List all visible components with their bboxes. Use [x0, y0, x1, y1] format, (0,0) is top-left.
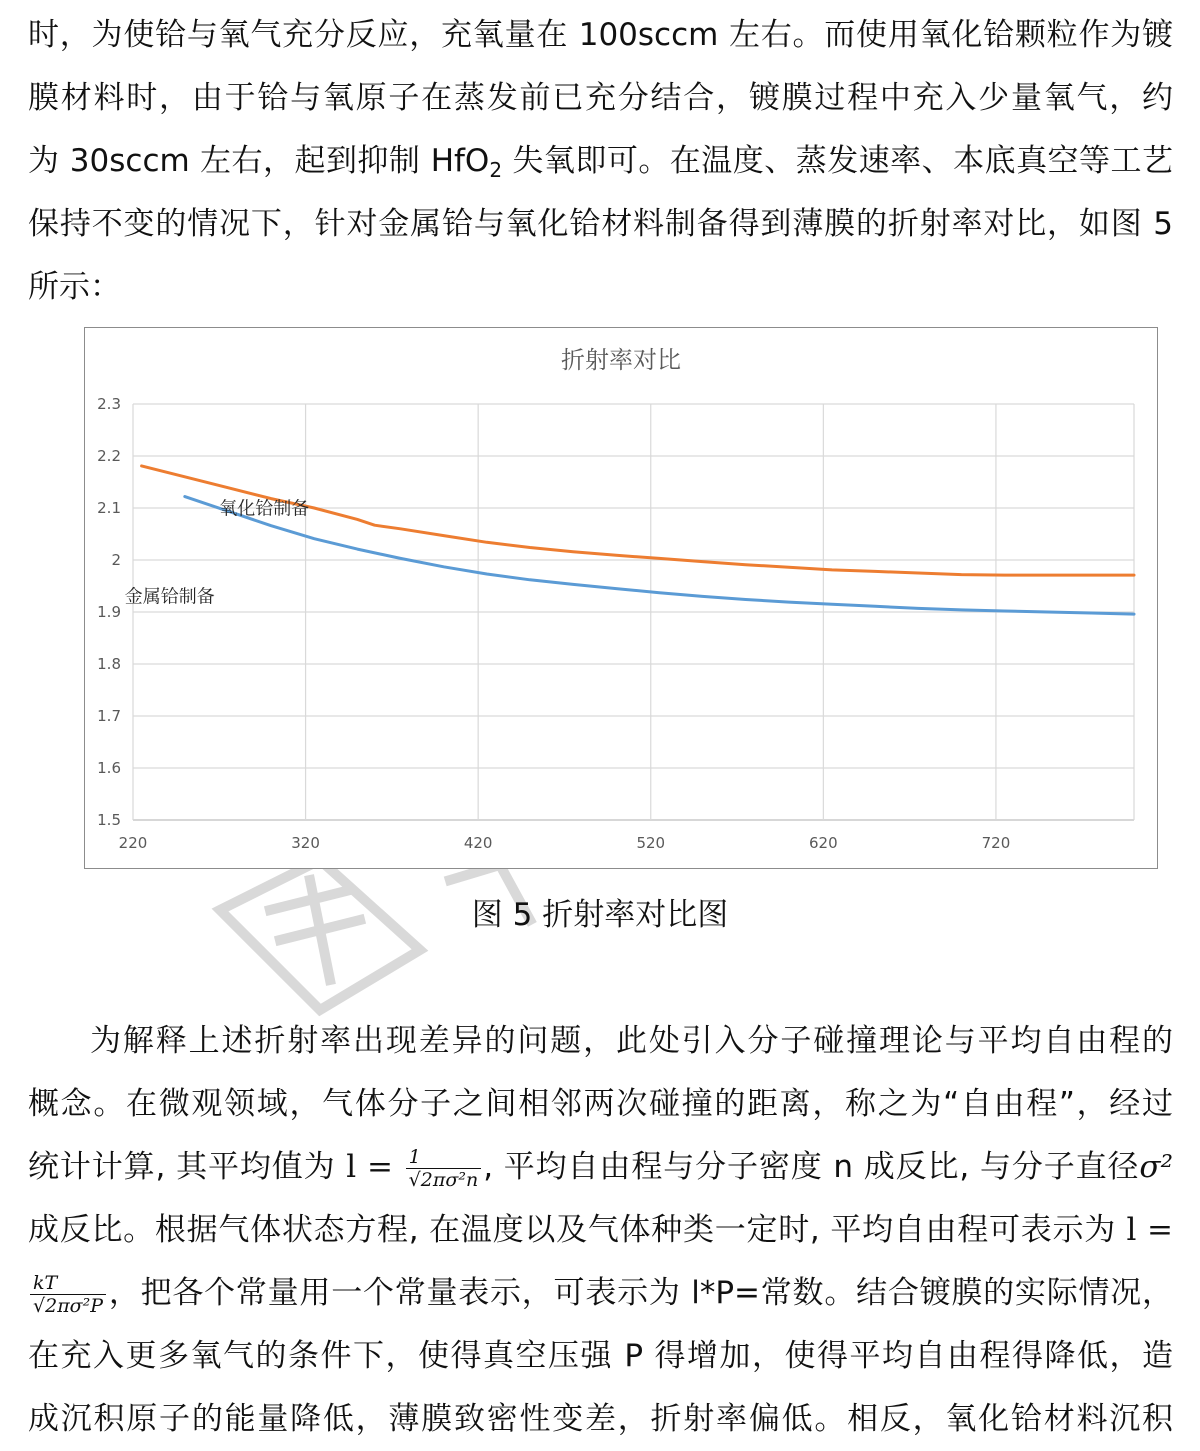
paragraph-1 — [28, 4, 1173, 319]
grid-layer — [133, 404, 1134, 820]
y-tick-label: 1.5 — [97, 811, 121, 829]
text-line: 成沉积原子的能量降低，薄膜致密性变差，折射率偏低。相反，氧化铪材料沉积 — [28, 1401, 1173, 1437]
math-variable: l = — [1126, 1212, 1173, 1248]
math-variable: l — [346, 1149, 357, 1185]
text-segment: , 平均自由程与分子密度 n 成反比, 与分子直径 — [483, 1149, 1140, 1185]
text-line: 保持不变的情况下，针对金属铪与氧化铪材料制备得到薄膜的折射率对比，如图 5 — [28, 206, 1173, 242]
fraction-numerator: kT — [30, 1272, 106, 1295]
text-line — [28, 130, 1173, 193]
y-tick-label: 2 — [111, 551, 121, 569]
series-line-1 — [185, 497, 1134, 614]
text-line: 膜材料时，由于铪与氧原子在蒸发前已充分结合，镀膜过程中充入少量氧气，约 — [28, 80, 1173, 116]
paragraph-2 — [28, 1010, 1173, 1451]
y-tick-label: 1.8 — [97, 655, 121, 673]
math-operator: = — [356, 1149, 404, 1185]
fraction — [406, 1146, 482, 1191]
y-tick-label: 2.3 — [97, 395, 121, 413]
fraction-denominator: √2πσ²P — [33, 1295, 104, 1317]
text-segment: 失氧即可。在温度、蒸发速率、本底真空等工艺 — [502, 143, 1173, 179]
text-segment: 为 30sccm 左右，起到抑制 HfO — [28, 143, 490, 179]
text-line: 所示： — [28, 269, 121, 305]
x-tick-label: 220 — [118, 834, 148, 852]
series-annotation: 金属铪制备 — [124, 586, 215, 608]
text-line — [28, 1262, 1173, 1325]
text-line: 概念。在微观领域，气体分子之间相邻两次碰撞的距离，称之为“自由程”，经过 — [28, 1086, 1173, 1122]
series-line-0 — [142, 466, 1134, 575]
subscript: 2 — [489, 158, 503, 182]
text-segment: ，把各个常量用一个常量表示，可表示为 l*P=常数。结合镀膜的实际情况， — [108, 1275, 1173, 1311]
text-segment: 成反比。根据气体状态方程, 在温度以及气体种类一定时, 平均自由程可表示为 — [28, 1212, 1127, 1248]
fraction — [30, 1272, 106, 1317]
figure-caption: 图 5 折射率对比图 — [471, 897, 729, 933]
y-tick-label: 1.9 — [97, 603, 121, 621]
text-segment: 统计计算, 其平均值为 — [28, 1149, 347, 1185]
fraction-denominator: √2πσ²n — [408, 1169, 479, 1191]
text-line: 在充入更多氧气的条件下，使得真空压强 P 得增加，使得平均自由程得降低，造 — [28, 1338, 1173, 1374]
fraction-numerator: 1 — [406, 1146, 482, 1169]
x-tick-label: 720 — [981, 834, 1011, 852]
x-tick-label: 620 — [809, 834, 838, 852]
x-tick-label: 420 — [463, 834, 493, 852]
y-tick-label: 2.1 — [97, 499, 121, 517]
chart-container — [84, 327, 1158, 869]
text-line — [28, 1199, 1173, 1262]
x-tick-label: 320 — [291, 834, 320, 852]
y-tick-label: 2.2 — [97, 447, 121, 465]
x-tick-label: 520 — [636, 834, 666, 852]
y-tick-label: 1.7 — [97, 707, 121, 725]
y-tick-label: 1.6 — [97, 759, 121, 777]
text-line: 为解释上述折射率出现差异的问题，此处引入分子碰撞理论与平均自由程的 — [90, 1023, 1173, 1059]
text-line — [28, 1136, 1173, 1199]
label-layer — [97, 395, 1010, 852]
math-variable: σ² — [1139, 1149, 1173, 1185]
chart-title: 折射率对比 — [561, 346, 681, 374]
series-annotation: 氧化铪制备 — [219, 498, 310, 520]
text-line: 时，为使铪与氧气充分反应，充氧量在 100sccm 左右。而使用氧化铪颗粒作为镀 — [28, 17, 1173, 53]
series-layer — [142, 466, 1134, 614]
refractive-index-chart — [85, 328, 1157, 868]
